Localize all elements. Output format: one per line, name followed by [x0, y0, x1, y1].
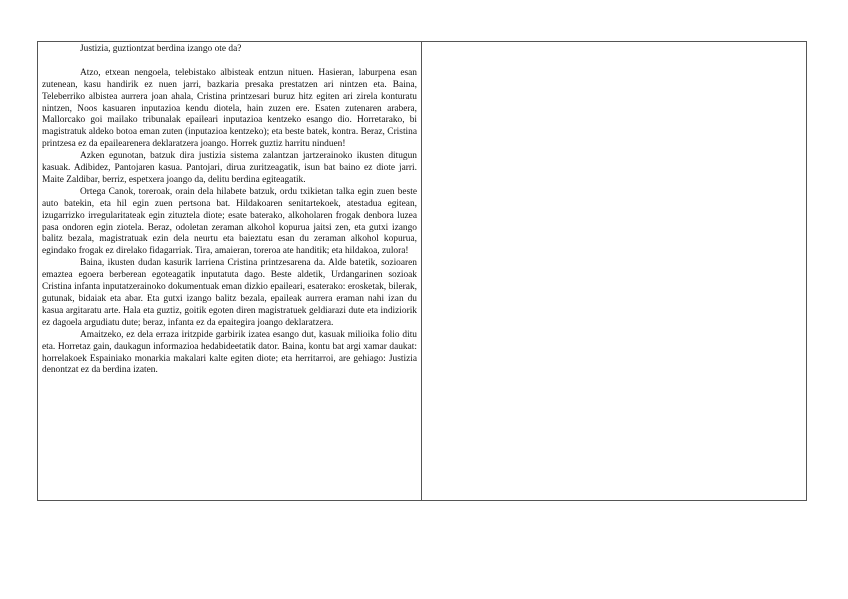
paragraph-5: Amaitzeko, ez dela erraza iritzpide garbirik izatea esango dut, kasuak milioika folio ditu eta. Horretaz gain, daukagun informazioa hedabideetatik dator. Baina, kontu bat argi xamar daukat: horrelakoek Espainiako monarkia makalari kalte egiten diote; eta herritarroi, are gehiago: Justizia denontzat ez da berdina izaten.	[42, 329, 417, 376]
paragraph-4: Baina, ikusten dudan kasurik larriena Cristina printzesarena da. Alde batetik, sozioaren emaztea egoera berberean egoteagatik inputatuta dago. Beste aldetik, Urdangarinen sozioak Cristina infanta inputatzerainoko dokumentuak eman dizkio epaileari, esaterako: erosketak, bilerak, gutunak, bidaiak eta abar. Eta gutxi izango balitz bezala, epaileak aurrera eraman nahi izan du kasua argitaratu arte. Hala eta guztiz, goitik egoten diren magistratuek geldiarazi dute eta indiziorik ez dagoela argudiatu dute; beraz, infanta ez da epaitegira joango deklaratzera.	[42, 258, 417, 328]
document-title: Justizia, guztiontzat berdina izango ote da?	[80, 44, 242, 54]
paragraph-2: Azken egunotan, batzuk dira justizia sistema zalantzan jartzerainoko ikusten ditugun kasuak. Adibidez, Pantojaren kasua. Pantojari, dirua zuritzeagatik, isun bat baino ez diote jarri. Maite Zaldibar, berriz, espetxera joango da, delitu berdina egiteagatik.	[42, 151, 417, 185]
document-table	[37, 41, 807, 501]
empty-column	[422, 42, 806, 500]
text-column	[38, 42, 422, 500]
paragraph-3: Ortega Canok, toreroak, orain dela hilabete batzuk, ordu txikietan talka egin zuen beste auto batekin, eta hil egin zuen pertsona bat. Hildakoaren senitartekoek, atestadua egitean, izugarrizko irregularitateak egin zituztela diote; esate baterako, alkoholaren frogak denbora luzea pasa ondoren egin ziotela. Beraz, odoletan zeraman alkohol kopurua jaitsi zen, eta gutxi izango balitz bezala, magistratuak ezin dela neurtu eta baieztatu esan du zeraman alkohol kopurua, egindako frogak ez direlako fidagarriak. Tira, amaieran, toreroa ate handitik; eta hildakoa, zulora!	[42, 186, 417, 257]
paragraph-1: Atzo, etxean nengoela, telebistako albisteak entzun nituen. Hasieran, laburpena esan zutenean, kasu handirik ez nuen jarri, bazkaria presaka prestatzen ari nintzen eta. Baina, Teleberriko albistea aurrera joan ahala, Cristina printzesari buruz hitz egiten ari zirela konturatu nintzen, Noos kasuaren inputazioa kendu diotela, hain zuzen ere. Esaten zutenaren arabera, Mallorcako goi mailako tribunalak epaileari inputazioa kentzeko esango dio. Horretarako, bi magistratuk aldeko botoa eman zuten (inputazioa kentzeko); eta beste batek, kontra. Beraz, Cristina printzesa ez da epailearenera deklaratzera joango. Horrek guztiz harritu ninduen!	[42, 67, 417, 150]
